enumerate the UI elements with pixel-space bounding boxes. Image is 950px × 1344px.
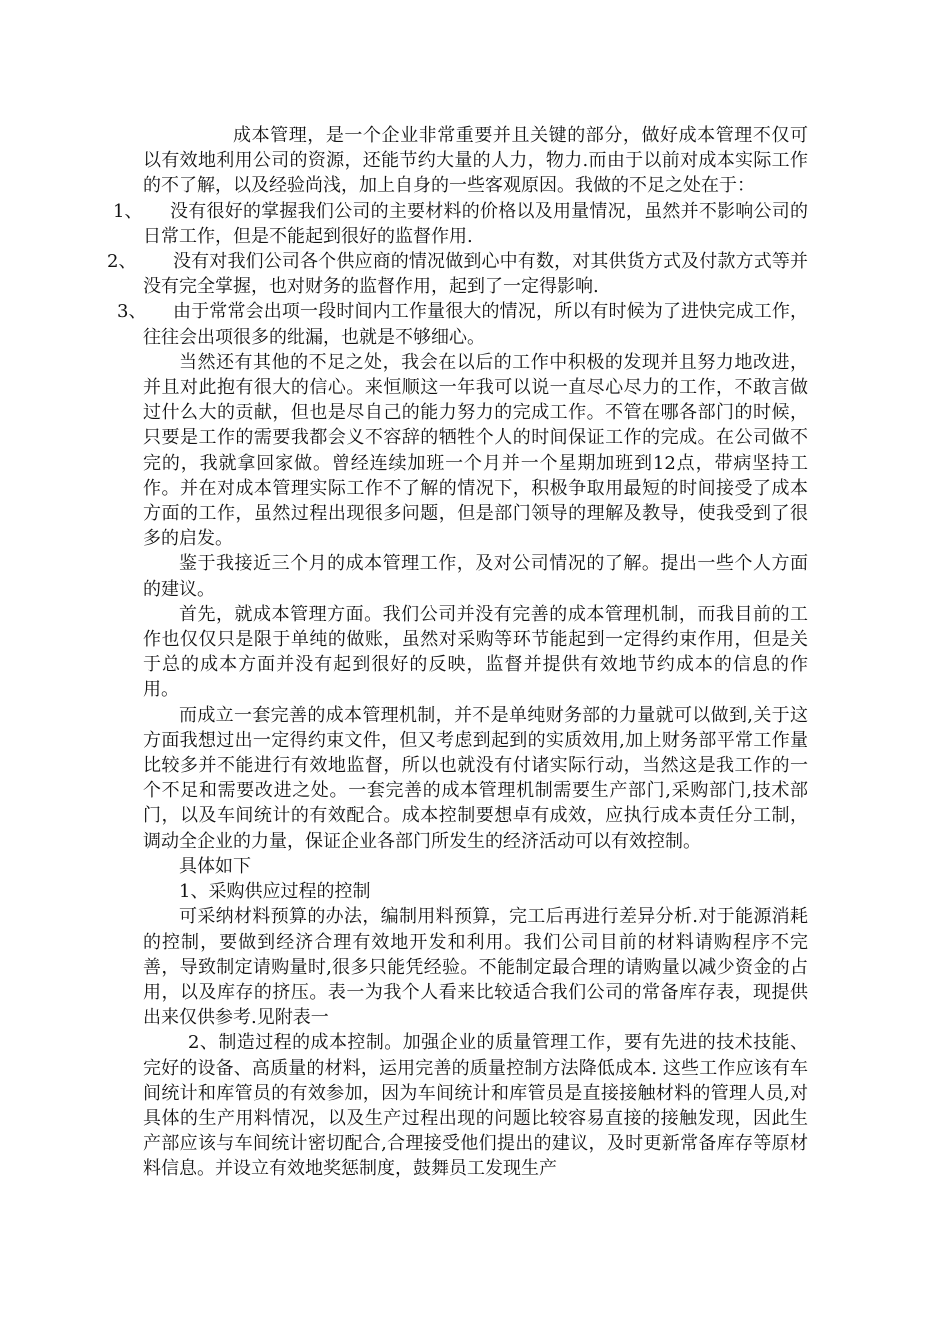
paragraph-intro: 成本管理，是一个企业非常重要并且关键的部分，做好成本管理不仅可以有效地利用公司的资源，还能节约大量的人力，物力.而由于以前对成本实际工作的不了解，以及经验尚浅，加上自身的一些客观原因。我做的不足之处在于：	[143, 125, 808, 197]
list-item-1	[113, 199, 808, 249]
document-body	[107, 123, 808, 1182]
paragraph-details-label: 具体如下	[179, 855, 251, 877]
list-number-2: 2、	[107, 251, 137, 273]
paragraph-cost-mechanism: 而成立一套完善的成本管理机制，并不是单纯财务部的力量就可以做到,关于这方面我想过出一定得约束文件，但又考虑到起到的实质效用,加上财务部平常工作量比较多并不能进行有效地监督，所以也就没有付诸实际行动，当然这是我工作的一个不足和需要改进之处。一套完善的成本管理机制需要生产部门,采购部门,技术部门，以及车间统计的有效配合。成本控制要想卓有成效，应执行成本责任分工制，调动全企业的力量，保证企业各部门所发生的经济活动可以有效控制。	[143, 704, 808, 852]
paragraph-first-suggestion: 首先，就成本管理方面。我们公司并没有完善的成本管理机制，而我目前的工作也仅仅只是限于单纯的做账，虽然对采购等环节能起到一定得约束作用，但是关于总的成本方面并没有起到很好的反映，监督并提供有效地节约成本的信息的作用。	[143, 603, 808, 701]
list-number-1: 1、	[113, 200, 143, 222]
paragraph-procurement: 可采纳材料预算的办法，编制用料预算，完工后再进行差异分析.对于能源消耗的控制，要做到经济合理有效地开发和利用。我们公司目前的材料请购程序不完善，导致制定请购量时,很多只能凭经验。不能制定最合理的请购量以减少资金的占用，以及库存的挤压。表一为我个人看来比较适合我们公司的常备库存表，现提供出来仅供参考.见附表一	[143, 906, 808, 1029]
list-item-2	[107, 249, 808, 299]
list-number-3: 3、	[117, 301, 147, 323]
list-text-3: 由于常常会出项一段时间内工作量很大的情况，所以有时候为了进快完成工作，往往会出项很多的纰漏，也就是不够细心。	[143, 301, 808, 348]
heading-procurement-control: 1、采购供应过程的控制	[179, 881, 371, 903]
list-text-2: 没有对我们公司各个供应商的情况做到心中有数，对其供货方式及付款方式等并没有完全掌握，也对财务的监督作用，起到了一定得影响.	[143, 251, 808, 298]
list-text-1: 没有很好的掌握我们公司的主要材料的价格以及用量情况，虽然并不影响公司的日常工作，但是不能起到很好的监督作用.	[143, 200, 808, 247]
paragraph-suggestion-intro: 鉴于我接近三个月的成本管理工作，及对公司情况的了解。提出一些个人方面的建议。	[143, 553, 808, 600]
list-item-3	[117, 299, 808, 349]
paragraph-shortcomings: 当然还有其他的不足之处，我会在以后的工作中积极的发现并且努力地改进，并且对此抱有很大的信心。来恒顺这一年我可以说一直尽心尽力的工作，不敢言做过什么大的贡献，但也是尽自己的能力努力的完成工作。不管在哪各部门的时候，只要是工作的需要我都会义不容辞的牺牲个人的时间保证工作的完成。在公司做不完的，我就拿回家做。曾经连续加班一个月并一个星期加班到12点，带病坚持工作。并在对成本管理实际工作不了解的情况下，积极争取用最短的时间接受了成本方面的工作，虽然过程出现很多问题，但是部门领导的理解及教导，使我受到了很多的启发。	[143, 351, 808, 550]
paragraph-manufacturing: 2、制造过程的成本控制。加强企业的质量管理工作，要有先进的技术技能、完好的设备、高质量的材料，运用完善的质量控制方法降低成本. 这些工作应该有车间统计和库管员的有效参加，因为车间统计和库管员是直接接触材料的管理人员,对具体的生产用料情况，以及生产过程出现的问题比较容易直接的接触发现，因此生产部应该与车间统计密切配合,合理接受他们提出的建议，及时更新常备库存等原材料信息。并设立有效地奖惩制度，鼓舞员工发现生产	[143, 1032, 808, 1180]
